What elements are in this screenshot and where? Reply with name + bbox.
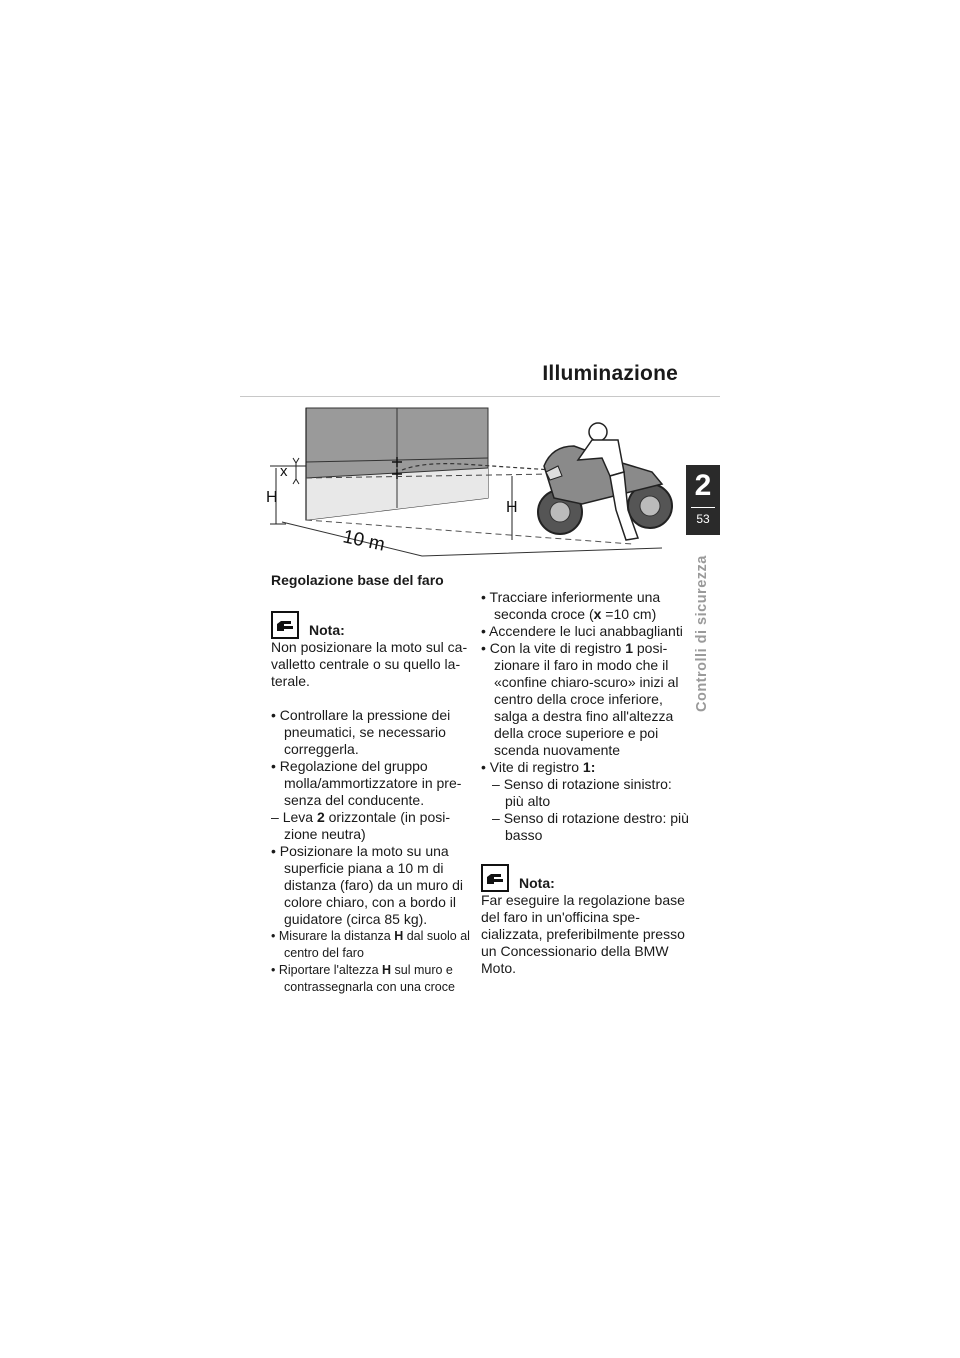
list-item: • Vite di registro 1:	[481, 759, 596, 775]
rider-helmet	[589, 423, 607, 441]
instruction-list-1	[271, 707, 471, 996]
page-title: Illuminazione	[542, 362, 678, 385]
list-item: • Accendere le luci anabbaglianti	[481, 623, 683, 639]
instruction-list-2	[481, 589, 691, 844]
list-subitem: – Senso di rotazione destro: più basso	[492, 810, 689, 843]
note-text-1: Non posizionare la moto sul cavalletto centrale o su quello laterale.	[271, 639, 468, 689]
list-item: • Controllare la pressione dei pneumatici, se necessario correggerla.	[271, 707, 451, 757]
list-item: • Regolazione del gruppo molla/ammortizzatore in presenza del conducente.	[271, 758, 462, 808]
headlight-adjustment-illustration	[262, 402, 682, 562]
chapter-tab	[686, 465, 720, 535]
left-column	[271, 572, 471, 996]
chapter-side-caption: Controlli di sicurezza	[694, 555, 710, 712]
note-text-2: Far eseguire la regolazione base del faro in un'officina specializzata, preferibilmente presso un Concessionario della BMW Moto.	[481, 892, 685, 976]
note-header-2	[481, 864, 691, 892]
note-hand-icon	[271, 611, 299, 639]
list-item: • Con la vite di registro 1 posizionare il faro in modo che il «confine chiaro-scuro» inizi al centro della croce inferiore, salga a destra fino all'altezza della croce superiore e poi scenda nuovamente	[481, 640, 679, 758]
list-item: • Misurare la distanza H dal suolo al centro del faro	[271, 929, 470, 960]
label-x: x	[280, 463, 288, 480]
note-hand-icon	[481, 864, 509, 892]
label-distance: 10 m	[340, 526, 387, 556]
chapter-number: 2	[694, 469, 712, 502]
right-column	[481, 589, 691, 977]
list-item: – Leva 2 orizzontale (in posizione neutra)	[271, 809, 451, 842]
section-heading: Regolazione base del faro	[271, 572, 444, 588]
list-item: • Riportare l'altezza H sul muro e contrassegnarla con una croce	[271, 963, 455, 994]
page-number: 53	[691, 507, 715, 530]
label-h-left: H	[266, 489, 278, 506]
list-subitem: – Senso di rotazione sinistro: più alto	[492, 776, 672, 809]
note-label-1: Nota:	[309, 622, 345, 638]
list-item: • Tracciare inferiormente una seconda croce (x =10 cm)	[481, 589, 661, 622]
note-label-2: Nota:	[519, 875, 555, 891]
title-divider	[240, 396, 720, 397]
note-header-1	[271, 611, 471, 639]
label-h-right: H	[506, 499, 518, 516]
motorcycle-with-rider	[538, 423, 672, 540]
floor-front-line	[282, 522, 662, 556]
list-item: • Posizionare la moto su una superficie piana a 10 m di distanza (faro) da un muro di colore chiaro, con a bordo il guidatore (circa 85 kg).	[271, 843, 463, 927]
